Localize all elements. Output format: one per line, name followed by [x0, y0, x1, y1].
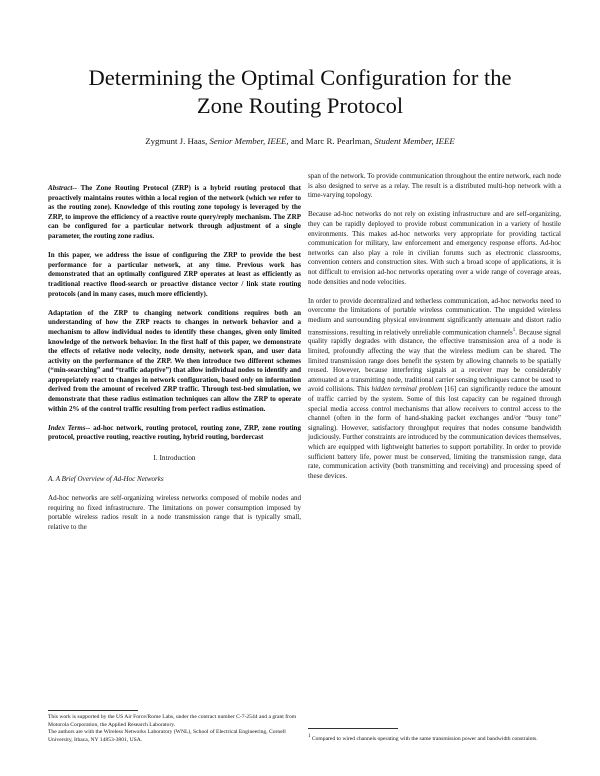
author-1-role: Senior Member, IEEE,: [209, 136, 289, 146]
left-column: [48, 184, 301, 542]
title-line-1: Determining the Optimal Configuration for the: [88, 65, 512, 90]
subsection-heading: A. A Brief Overview of Ad-Hoc Networks: [48, 474, 164, 483]
index-terms-label: Index Terms: [48, 423, 86, 432]
right-paragraph-3: In order to provide decentralized and tetherless communication, ad-hoc networks need to overcome the limitations of portable wireless communication. The unguided wireless medium and surrounding physical environment significantly attenuate and distort radio transmissions, resulting in relatively unreliable communication channels$^1$. Because signal quality rapidly degrades with distance, the effective transmission area of a node is limited, profoundly affecting the way that the wireless medium can be shared. The limited transmission range does benefit the system by allowing channels to be spatially reused. However, because interfering signals at a receiver may be considerably attenuated at a transmitting node, traditional carrier sensing techniques cannot be used to avoid collisions. This hidden terminal problem [16] can significantly reduce the amount of traffic carried by the system. Some of this lost capacity can be regained through special media access control mechanisms that allow receivers to control access to the channel (often in the form of hand-shaking packet exchanges and/or “busy tone” signaling). However, satisfactory throughput requires that nodes consume bandwidth judiciously. Further constraints are introduced by the communication devices themselves, which are equipped with lightweight batteries to support portability. In order to provide sufficient battery life, power must be conserved, limiting the transmission range, data rate, communication activity (both transmitting and receiving) and processing speed of these devices.: [308, 296, 561, 480]
author-conj: and Marc R. Pearlman,: [290, 136, 373, 146]
author-1: Zygmunt J. Haas,: [145, 136, 208, 146]
abstract-label: Abstract: [48, 184, 73, 192]
footnote-left: [48, 714, 301, 744]
footnote-divider-left: [48, 710, 138, 711]
footnote-right: $^1$ Compared to wired channels operating with the same transmission power and bandwidth constraints.: [308, 734, 538, 742]
abstract-paragraph-2: In this paper, we address the issue of configuring the ZRP to provide the best performance for a particular network, at any time. Previous work has demonstrated that an optimally configured ZRP operates at least as efficiently as traditional reactive flood-search or proactive distance vector / link state routing protocols (and in many cases, much more efficiently).: [48, 251, 301, 298]
abstract-paragraph-1: Abstract-- The Zone Routing Protocol (ZRP) is a hybrid routing protocol that proactively maintains routes within a local region of the network (which we refer to as the routing zone). Knowledge of this routing zone topology is leveraged by the ZRP, to improve the efficiency of a reactive route query/reply mechanism. The ZRP can be configured for a particular network through adjustment of a single parameter, the routing zone radius.: [48, 184, 301, 240]
footnote-divider-right: [308, 728, 398, 729]
section-heading-introduction: I. Introduction: [153, 453, 196, 463]
footnote-affiliation: The authors are with the Wireless Networks Laboratory (WNL), School of Electrical Engineering, Cornell University, Ithaca, NY 14853-3801, USA.: [48, 729, 286, 743]
paper-title: [0, 64, 600, 120]
intro-paragraph: Ad-hoc networks are self-organizing wireless networks composed of mobile nodes and requiring no fixed infrastructure. The limitations on power consumption imposed by portable wireless radios result in a node transmission range that is typically small, relative to the: [48, 494, 301, 531]
abstract-paragraph-3: Adaptation of the ZRP to changing network conditions requires both an understanding of how the ZRP reacts to changes in network behavior and a mechanism to allow individual nodes to identify these changes, given only limited knowledge of the network behavior. In the first half of this paper, we demonstrate the effects of relative node velocity, node density, network span, and user data activity on the performance of the ZRP. We then introduce two different schemes (“min-searching” and “traffic adaptive”) that allow individual nodes to identify and appropriately react to changes in network configuration, based only on information derived from the amount of received ZRP traffic. Through test-bed simulation, we demonstrate that these radius estimation techniques can allow the ZRP to operate within 2% of the control traffic resulting from perfect radius estimation.: [48, 308, 301, 413]
title-line-2: Zone Routing Protocol: [196, 93, 404, 118]
right-paragraph-1: span of the network. To provide communication throughout the entire network, each node is also designed to serve as a relay. The result is a distributed multi-hop network with a time-varying topology.: [308, 172, 561, 200]
footnote-funding: This work is supported by the US Air Force/Rome Labs, under the contract number C-7-2544 and a grant from Motorola Corporation, the Applied Research Laboratory.: [48, 714, 297, 728]
author-line: [0, 136, 600, 146]
index-terms: Index Terms-- ad-hoc network, routing protocol, routing zone, ZRP, zone routing protocol, proactive routing, reactive routing, hybrid routing, bordercast: [48, 423, 301, 442]
right-paragraph-2: Because ad-hoc networks do not rely on existing infrastructure and are self-organizing, they can be rapidly deployed to provide robust communication in a variety of hostile environments. This makes ad-hoc networks very appropriate for providing tactical communication for military, law enforcement and emergency response efforts. Ad-hoc networks can also play a role in civilian forums such as electronic classrooms, convention centers and construction sites. With such a broad scope of applications, it is not difficult to envision ad-hoc networks operating over a wide range of coverage areas, node densities and node velocities.: [308, 210, 561, 286]
author-2-role: Student Member, IEEE: [374, 136, 455, 146]
right-column: [308, 172, 561, 491]
